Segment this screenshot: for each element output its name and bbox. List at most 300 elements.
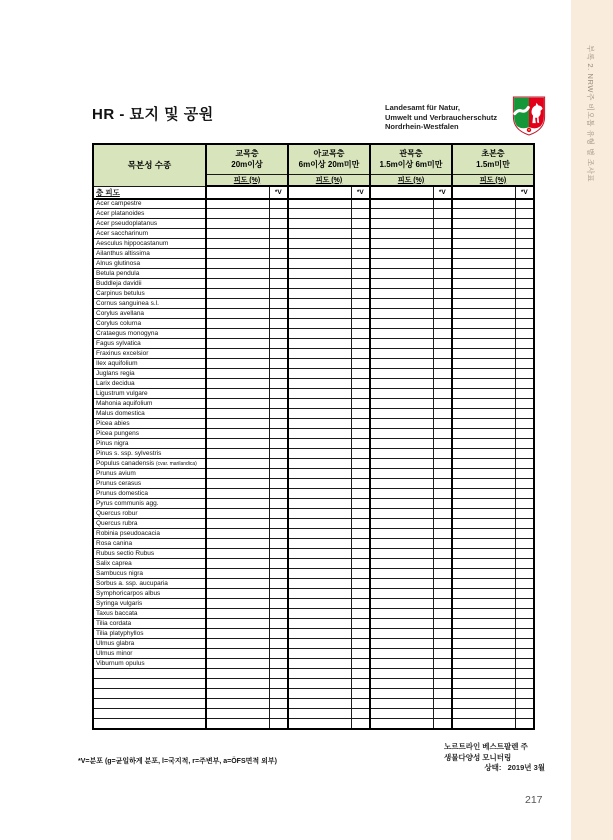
v-value-cell: [269, 619, 288, 629]
coverage-value-cell: [206, 649, 269, 659]
coverage-value-cell: [206, 309, 269, 319]
coverage-value-cell: [370, 299, 433, 309]
coverage-value-cell: [288, 719, 351, 729]
v-value-cell: [351, 449, 370, 459]
coverage-value-cell: [288, 699, 351, 709]
species-name-cell: [93, 679, 206, 689]
coverage-value-cell: [206, 269, 269, 279]
v-value-cell: [515, 239, 534, 249]
v-value-cell: [351, 539, 370, 549]
table-row: [93, 699, 534, 709]
species-name-cell: Rosa canina: [93, 539, 206, 549]
coverage-value-cell: [288, 339, 351, 349]
v-value-cell: [515, 359, 534, 369]
coverage-value-cell: [206, 559, 269, 569]
coverage-value-cell: [452, 629, 515, 639]
coverage-value-cell: [370, 239, 433, 249]
species-name-cell: [93, 709, 206, 719]
coverage-value-cell: [370, 259, 433, 269]
coverage-value-cell: [288, 519, 351, 529]
v-value-cell: [351, 319, 370, 329]
coverage-value-cell: [452, 349, 515, 359]
coverage-value-cell: [452, 559, 515, 569]
coverage-value-cell: [288, 399, 351, 409]
v-value-cell: [433, 709, 452, 719]
v-value-cell: [351, 399, 370, 409]
coverage-value-cell: [370, 549, 433, 559]
v-value-cell: [515, 569, 534, 579]
coverage-value-cell: [206, 239, 269, 249]
coverage-value-cell: [206, 699, 269, 709]
species-name-cell: Carpinus betulus: [93, 289, 206, 299]
coverage-value-cell: [370, 199, 433, 209]
coverage-value-cell: [370, 509, 433, 519]
v-value-cell: [269, 569, 288, 579]
coverage-value-cell: [206, 669, 269, 679]
v-value-cell: [351, 199, 370, 209]
v-label-cell: *V: [351, 186, 370, 199]
table-row: [93, 649, 534, 659]
v-value-cell: [351, 589, 370, 599]
coverage-value-cell: [288, 329, 351, 339]
coverage-value-cell: [370, 209, 433, 219]
coverage-value-cell: [206, 659, 269, 669]
v-value-cell: [269, 549, 288, 559]
coverage-value-cell: [288, 469, 351, 479]
v-value-cell: [515, 679, 534, 689]
coverage-value-cell: [370, 649, 433, 659]
coverage-value-cell: [370, 229, 433, 239]
v-value-cell: [351, 619, 370, 629]
coverage-value-cell: [288, 439, 351, 449]
species-name-cell: Symphoricarpos albus: [93, 589, 206, 599]
coverage-value-cell: [452, 679, 515, 689]
coverage-value-cell: [288, 459, 351, 469]
species-name-cell: Ailanthus altissima: [93, 249, 206, 259]
v-value-cell: [433, 349, 452, 359]
species-column-header: 목본성 수종: [93, 144, 206, 186]
table-row: [93, 439, 534, 449]
coverage-value-cell: [452, 249, 515, 259]
coverage-value-cell: [288, 269, 351, 279]
species-name-cell: Acer platanoides: [93, 209, 206, 219]
coverage-value-cell: [206, 339, 269, 349]
coverage-value-cell: [206, 509, 269, 519]
coverage-value-cell: [288, 219, 351, 229]
v-value-cell: [269, 419, 288, 429]
v-value-cell: [351, 309, 370, 319]
coverage-value-cell: [452, 609, 515, 619]
v-value-cell: [269, 329, 288, 339]
v-value-cell: [433, 449, 452, 459]
v-value-cell: [433, 629, 452, 639]
v-value-cell: [351, 509, 370, 519]
coverage-value-cell: [452, 329, 515, 339]
coverage-value-cell: [288, 409, 351, 419]
coverage-value-cell: [206, 399, 269, 409]
coverage-value-cell: [206, 579, 269, 589]
v-value-cell: [433, 529, 452, 539]
coverage-value-cell: [288, 389, 351, 399]
v-value-cell: [351, 489, 370, 499]
coverage-value-cell: [452, 229, 515, 239]
coverage-value-cell: [206, 289, 269, 299]
v-value-cell: [351, 249, 370, 259]
coverage-value-cell: [370, 319, 433, 329]
table-row: [93, 599, 534, 609]
v-value-cell: [351, 669, 370, 679]
coverage-value-cell: [452, 439, 515, 449]
coverage-value-cell: [288, 359, 351, 369]
table-row: [93, 199, 534, 209]
v-value-cell: [433, 479, 452, 489]
coverage-value-cell: [452, 699, 515, 709]
v-value-cell: [269, 509, 288, 519]
v-value-cell: [515, 559, 534, 569]
v-value-cell: [351, 239, 370, 249]
v-value-cell: [433, 409, 452, 419]
species-name-cell: Acer campestre: [93, 199, 206, 209]
v-value-cell: [351, 499, 370, 509]
coverage-value-cell: [370, 559, 433, 569]
v-value-cell: [515, 389, 534, 399]
coverage-value-cell: [452, 399, 515, 409]
coverage-value-cell: [370, 489, 433, 499]
coverage-value-cell: [206, 389, 269, 399]
coverage-value-cell: [370, 419, 433, 429]
coverage-value-cell: [452, 309, 515, 319]
coverage-value-cell: [206, 589, 269, 599]
v-value-cell: [433, 679, 452, 689]
v-value-cell: [269, 719, 288, 729]
table-row: [93, 499, 534, 509]
coverage-value-cell: [452, 599, 515, 609]
footer-org-block: [444, 742, 545, 774]
species-name-cell: Crataegus monogyna: [93, 329, 206, 339]
coverage-value-cell: [370, 659, 433, 669]
layer-coverage-row: [93, 186, 534, 199]
v-value-cell: [515, 349, 534, 359]
v-value-cell: [351, 299, 370, 309]
coverage-value-cell: [370, 639, 433, 649]
coverage-value-cell: [288, 369, 351, 379]
coverage-value-cell: [206, 709, 269, 719]
coverage-header: 피도 (%): [370, 174, 452, 186]
v-value-cell: [515, 639, 534, 649]
v-value-cell: [433, 559, 452, 569]
v-value-cell: [515, 499, 534, 509]
species-name-cell: Sambucus nigra: [93, 569, 206, 579]
v-value-cell: [351, 559, 370, 569]
v-value-cell: [269, 699, 288, 709]
coverage-value-cell: [370, 689, 433, 699]
coverage-value-cell: [206, 299, 269, 309]
coverage-value-cell: [370, 369, 433, 379]
table-row: [93, 329, 534, 339]
coverage-value-cell: [288, 479, 351, 489]
species-name-cell: Pinus s. ssp. sylvestris: [93, 449, 206, 459]
v-value-cell: [433, 229, 452, 239]
v-value-cell: [269, 499, 288, 509]
table-row: [93, 509, 534, 519]
species-name-cell: Rubus sectio Rubus: [93, 549, 206, 559]
v-value-cell: [433, 259, 452, 269]
v-value-cell: [433, 339, 452, 349]
v-value-cell: [433, 509, 452, 519]
coverage-value-cell: [288, 689, 351, 699]
v-value-cell: [351, 379, 370, 389]
coverage-value-cell: [370, 619, 433, 629]
agency-line: Landesamt für Natur,: [385, 103, 461, 112]
v-value-cell: [351, 229, 370, 239]
v-value-cell: [433, 719, 452, 729]
v-value-cell: [269, 349, 288, 359]
coverage-value-cell: [288, 559, 351, 569]
species-name-cell: Sorbus a. ssp. aucuparia: [93, 579, 206, 589]
species-name-cell: Corylus avellana: [93, 309, 206, 319]
v-value-cell: [269, 289, 288, 299]
v-value-cell: [351, 659, 370, 669]
coverage-value-cell: [452, 279, 515, 289]
coverage-value-cell: [288, 509, 351, 519]
v-value-cell: [515, 459, 534, 469]
v-value-cell: [515, 439, 534, 449]
v-value-cell: [433, 639, 452, 649]
species-name-cell: Fagus sylvatica: [93, 339, 206, 349]
v-value-cell: [269, 359, 288, 369]
coverage-value-cell: [288, 679, 351, 689]
table-row: [93, 379, 534, 389]
coverage-value-cell: [206, 489, 269, 499]
coverage-value-cell: [452, 639, 515, 649]
v-value-cell: [433, 439, 452, 449]
v-value-cell: [515, 379, 534, 389]
coverage-value-cell: [288, 709, 351, 719]
coverage-value-cell: [288, 249, 351, 259]
v-value-cell: [433, 369, 452, 379]
coverage-value-cell: [370, 459, 433, 469]
v-value-cell: [433, 319, 452, 329]
coverage-value-cell: [206, 479, 269, 489]
v-value-cell: [351, 469, 370, 479]
species-name-cell: Taxus baccata: [93, 609, 206, 619]
coverage-value-cell: [206, 439, 269, 449]
v-value-cell: [433, 219, 452, 229]
species-name-cell: Ligustrum vulgare: [93, 389, 206, 399]
coverage-value-cell: [206, 629, 269, 639]
table-row: [93, 249, 534, 259]
table-row: [93, 319, 534, 329]
v-value-cell: [351, 529, 370, 539]
v-value-cell: [515, 409, 534, 419]
v-value-cell: [515, 629, 534, 639]
v-value-cell: [433, 499, 452, 509]
coverage-value-cell: [206, 429, 269, 439]
table-row: [93, 229, 534, 239]
v-value-cell: [515, 719, 534, 729]
coverage-value-cell: [452, 379, 515, 389]
coverage-value-cell: [452, 709, 515, 719]
species-name-cell: Malus domestica: [93, 409, 206, 419]
v-value-cell: [433, 279, 452, 289]
v-value-cell: [515, 699, 534, 709]
coverage-value-cell: [452, 219, 515, 229]
species-name-cell: Viburnum opulus: [93, 659, 206, 669]
coverage-value-cell: [370, 629, 433, 639]
coverage-value-cell: [370, 479, 433, 489]
coverage-value-cell: [452, 719, 515, 729]
v-value-cell: [515, 449, 534, 459]
coverage-value-cell: [452, 649, 515, 659]
v-value-cell: [433, 569, 452, 579]
v-value-cell: [351, 329, 370, 339]
coverage-value-cell: [206, 259, 269, 269]
coverage-value-cell: [452, 579, 515, 589]
v-value-cell: [269, 389, 288, 399]
agency-line: Umwelt und Verbraucherschutz: [385, 112, 498, 122]
v-value-cell: [351, 419, 370, 429]
footer-org-line: 노르트라인 베스트팔렌 주: [444, 742, 528, 751]
v-value-cell: [515, 609, 534, 619]
v-value-cell: [515, 329, 534, 339]
table-row: [93, 639, 534, 649]
species-name-cell: [93, 689, 206, 699]
coverage-value-cell: [452, 419, 515, 429]
coverage-value-cell: [206, 186, 269, 199]
v-value-cell: [515, 579, 534, 589]
coverage-value-cell: [288, 279, 351, 289]
species-name-cell: Picea pungens: [93, 429, 206, 439]
species-name-cell: [93, 699, 206, 709]
v-value-cell: [351, 349, 370, 359]
coverage-value-cell: [370, 609, 433, 619]
table-row: [93, 709, 534, 719]
coverage-value-cell: [206, 549, 269, 559]
table-row: [93, 589, 534, 599]
table-row: [93, 679, 534, 689]
table-row: [93, 489, 534, 499]
agency-name: [385, 103, 497, 132]
v-value-cell: [269, 209, 288, 219]
v-value-cell: [515, 479, 534, 489]
coverage-value-cell: [288, 549, 351, 559]
v-value-cell: [269, 269, 288, 279]
table-row: [93, 449, 534, 459]
v-value-cell: [433, 299, 452, 309]
group-header-tree: [206, 144, 288, 174]
species-name-cell: [93, 669, 206, 679]
coverage-value-cell: [206, 329, 269, 339]
coverage-value-cell: [288, 609, 351, 619]
coverage-value-cell: [452, 689, 515, 699]
coverage-value-cell: [206, 519, 269, 529]
species-name-cell: Fraxinus excelsior: [93, 349, 206, 359]
species-name-cell: Buddleja davidii: [93, 279, 206, 289]
species-name-cell: Syringa vulgaris: [93, 599, 206, 609]
agency-line: Nordrhein-Westfalen: [385, 122, 459, 131]
v-value-cell: [351, 389, 370, 399]
species-name-cell: Cornus sanguinea s.l.: [93, 299, 206, 309]
v-value-cell: [433, 649, 452, 659]
table-row: [93, 279, 534, 289]
v-value-cell: [515, 199, 534, 209]
table-row: [93, 339, 534, 349]
coverage-value-cell: [370, 289, 433, 299]
coverage-value-cell: [370, 599, 433, 609]
coverage-value-cell: [370, 269, 433, 279]
table-row: [93, 259, 534, 269]
v-value-cell: [351, 429, 370, 439]
coverage-value-cell: [370, 329, 433, 339]
v-value-cell: [433, 689, 452, 699]
v-value-cell: [433, 579, 452, 589]
v-value-cell: [433, 289, 452, 299]
coverage-value-cell: [452, 569, 515, 579]
coverage-value-cell: [206, 679, 269, 689]
coverage-value-cell: [452, 369, 515, 379]
v-value-cell: [269, 669, 288, 679]
v-value-cell: [433, 699, 452, 709]
table-row: [93, 469, 534, 479]
v-value-cell: [515, 259, 534, 269]
species-name-cell: Corylus colurna: [93, 319, 206, 329]
table-row: [93, 209, 534, 219]
species-name-cell: Prunus avium: [93, 469, 206, 479]
coverage-value-cell: [370, 469, 433, 479]
v-value-cell: [351, 289, 370, 299]
species-name-cell: Robinia pseudoacacia: [93, 529, 206, 539]
v-value-cell: [269, 319, 288, 329]
v-value-cell: [269, 589, 288, 599]
coverage-value-cell: [452, 269, 515, 279]
coverage-value-cell: [452, 479, 515, 489]
footer-org-line: 생물다양성 모니터링: [444, 752, 512, 762]
v-value-cell: [269, 299, 288, 309]
table-row: [93, 479, 534, 489]
v-value-cell: [515, 549, 534, 559]
v-label-cell: *V: [515, 186, 534, 199]
v-value-cell: [351, 699, 370, 709]
group-title: 관목층: [399, 149, 423, 159]
group-subtitle: 1.5m미만: [476, 160, 510, 170]
nrw-coat-of-arms-icon: [512, 96, 546, 136]
coverage-value-cell: [370, 429, 433, 439]
species-name-cell: Picea abies: [93, 419, 206, 429]
v-value-cell: [433, 469, 452, 479]
coverage-value-cell: [206, 199, 269, 209]
v-value-cell: [351, 409, 370, 419]
v-value-cell: [433, 549, 452, 559]
v-value-cell: [515, 649, 534, 659]
coverage-value-cell: [452, 359, 515, 369]
species-name-cell: Quercus robur: [93, 509, 206, 519]
v-value-cell: [433, 199, 452, 209]
coverage-value-cell: [370, 249, 433, 259]
coverage-value-cell: [206, 719, 269, 729]
v-value-cell: [515, 509, 534, 519]
table-row: [93, 419, 534, 429]
v-value-cell: [269, 539, 288, 549]
coverage-value-cell: [288, 619, 351, 629]
coverage-value-cell: [206, 379, 269, 389]
coverage-value-cell: [206, 459, 269, 469]
species-name-cell: Acer saccharinum: [93, 229, 206, 239]
coverage-value-cell: [370, 409, 433, 419]
coverage-value-cell: [452, 619, 515, 629]
coverage-value-cell: [370, 349, 433, 359]
coverage-value-cell: [370, 529, 433, 539]
coverage-header: 피도 (%): [288, 174, 370, 186]
